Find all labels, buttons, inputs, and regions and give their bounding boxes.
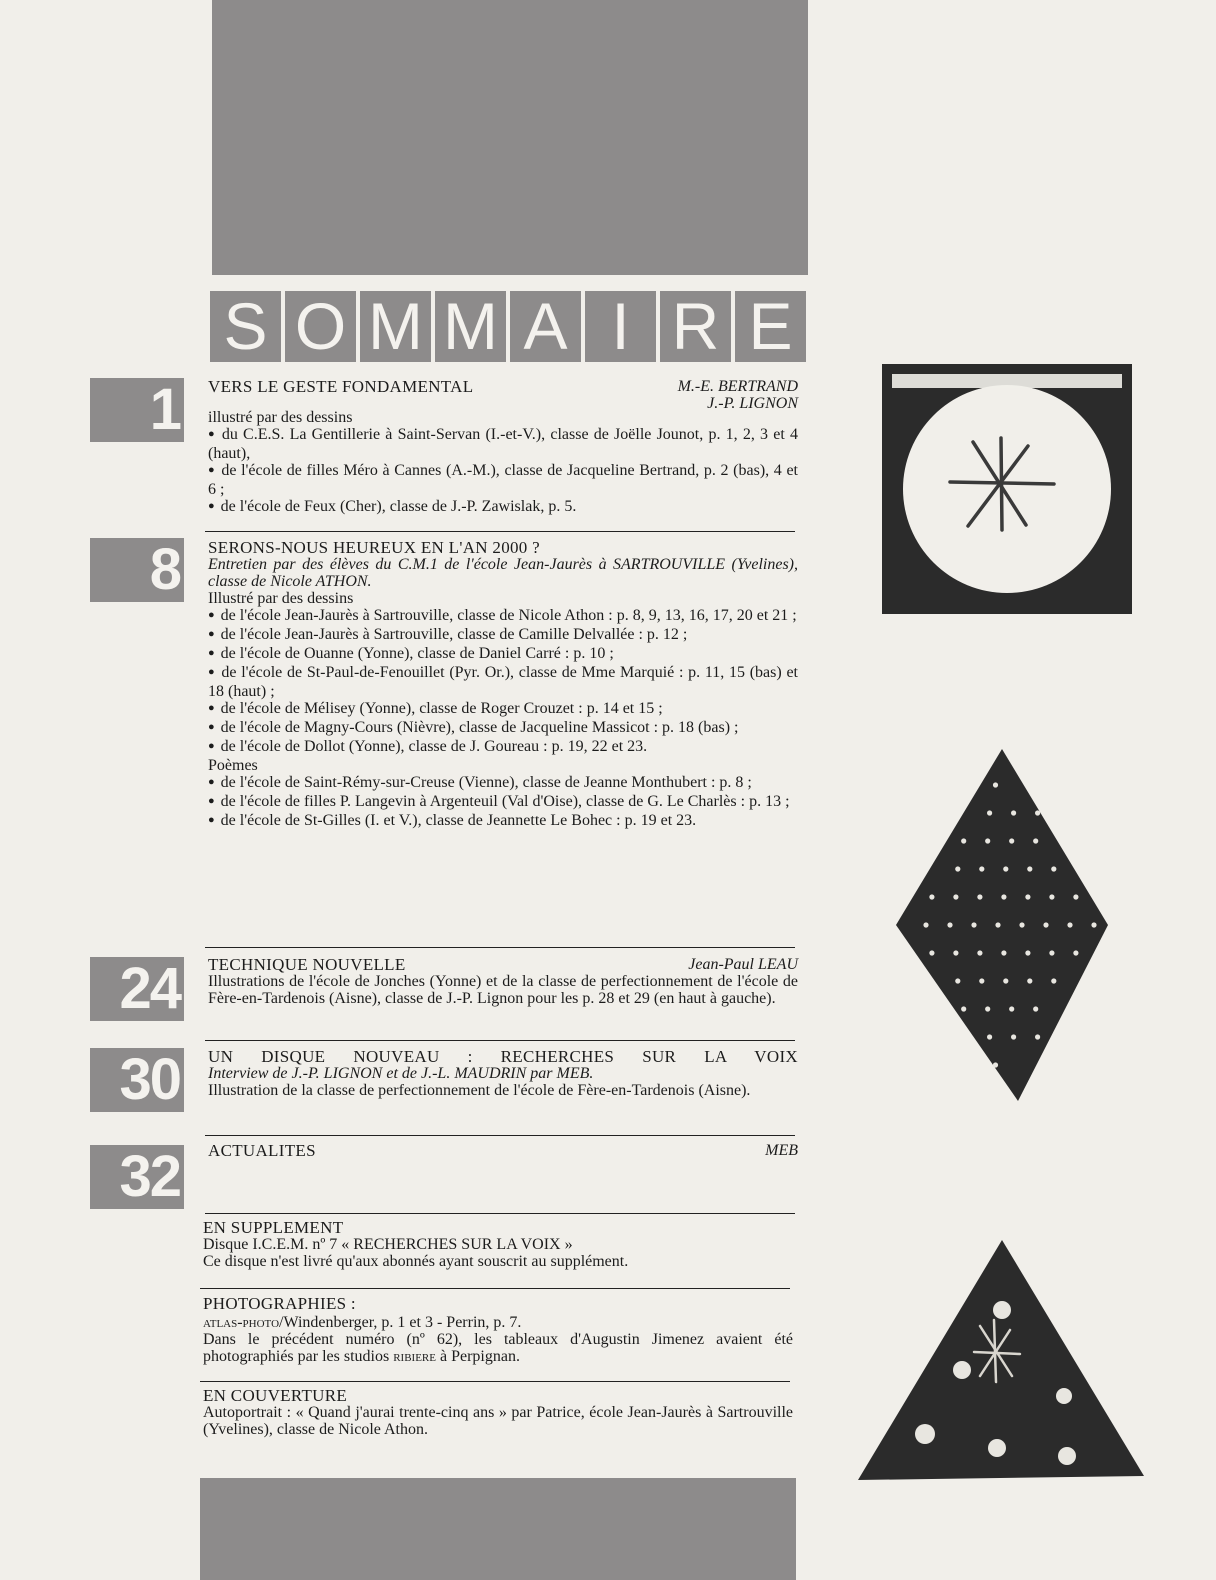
diamond-print [890, 745, 1140, 1105]
title-letter: I [585, 291, 656, 362]
bullet-icon [208, 719, 221, 736]
agency-name: atlas-photo [203, 1314, 280, 1331]
section-heading: TECHNIQUE NOUVELLE [208, 955, 406, 974]
title-letter: S [210, 291, 281, 362]
section-line: de l'école de Magny-Cours (Nièvre), classe de Jacqueline Massicot : p. 18 (bas) ; [220, 719, 739, 736]
section-line: de l'école de Saint-Rémy-sur-Creuse (Vienne), classe de Jeanne Monthubert : p. 8 ; [220, 774, 752, 791]
section-heading: EN SUPPLEMENT [203, 1218, 344, 1237]
supplement-line: Ce disque n'est livré qu'aux abonnés ayant souscrit au supplément. [203, 1253, 629, 1270]
title-letter: M [435, 291, 506, 362]
photos-line: à Perpignan. [439, 1348, 520, 1365]
section-heading: UN DISQUE NOUVEAU : RECHERCHES SUR LA VOIX [208, 1047, 798, 1066]
title-letter: R [660, 291, 731, 362]
section-line: Illustrations de l'école de Jonches (Yonne) et de la classe de perfectionnement de l'école de Fère-en-Tardenois (Aisne), classe de J.-P. Lignon pour les p. 28 et 29 (en haut à gauche). [208, 973, 798, 1007]
author: MEB [765, 1142, 798, 1159]
section-8 [208, 539, 798, 831]
section-line: de l'école de Mélisey (Yonne), classe de Roger Crouzet : p. 14 et 15 ; [220, 700, 663, 717]
bullet-icon [208, 498, 221, 515]
photos-line: /Windenberger, p. 1 et 3 - Perrin, p. 7. [279, 1314, 522, 1331]
supplement-line: Disque I.C.E.M. nº 7 « RECHERCHES SUR LA VOIX » [203, 1236, 573, 1253]
page-number-badge: 1 [90, 378, 184, 442]
bullet-icon [208, 738, 221, 755]
divider [205, 1213, 795, 1214]
title-letter: M [360, 291, 431, 362]
section-line: du C.E.S. La Gentillerie à Saint-Servan (I.-et-V.), classe de Joëlle Jounot, p. 1, 2, 3 et 4 (haut), [208, 426, 799, 462]
author: Jean-Paul LEAU [688, 956, 798, 973]
top-gray-block [212, 0, 808, 275]
divider [200, 1381, 790, 1382]
photos-line: Dans le précédent numéro (nº 62), les tableaux d'Augustin Jimenez avaient été photographiés par les studios [203, 1331, 793, 1365]
bottom-gray-block [200, 1478, 796, 1580]
divider [205, 1040, 795, 1041]
section-line: de l'école de St-Gilles (I. et V.), classe de Jeannette Le Bohec : p. 19 et 23. [220, 812, 697, 829]
section-subtitle: Interview de J.-P. LIGNON et de J.-L. MAUDRIN par MEB. [208, 1065, 594, 1082]
section-line: de l'école de Feux (Cher), classe de J.-P. Zawislak, p. 5. [220, 498, 577, 515]
section-line: illustré par des dessins [208, 409, 353, 426]
section-line: de l'école de filles Méro à Cannes (A.-M.), classe de Jacqueline Bertrand, p. 2 (bas), 4 et 6 ; [208, 462, 799, 498]
bullet-icon [208, 426, 222, 443]
bullet-icon [208, 812, 221, 829]
section-line: de l'école de St-Paul-de-Fenouillet (Pyr. Or.), classe de Mme Marquié : p. 11, 15 (bas) et 18 (haut) ; [208, 664, 798, 700]
author: M.-E. BERTRAND [677, 378, 798, 395]
section-heading: EN COUVERTURE [203, 1386, 348, 1405]
triangle-print [852, 1236, 1152, 1486]
section-line: de l'école Jean-Jaurès à Sartrouville, classe de Nicole Athon : p. 8, 9, 13, 16, 17, 20 et 21 ; [220, 607, 797, 624]
bullet-icon [208, 626, 221, 643]
section-1 [208, 378, 798, 517]
section-30 [208, 1048, 798, 1099]
photos-section [203, 1295, 793, 1365]
circle-star-print [878, 360, 1136, 618]
section-heading: SERONS-NOUS HEUREUX EN L'AN 2000 ? [208, 538, 541, 557]
bullet-icon [208, 793, 221, 810]
page-number-badge: 30 [90, 1048, 184, 1112]
title-letter: A [510, 291, 581, 362]
page-number-badge: 8 [90, 538, 184, 602]
section-subtitle: Entretien par des élèves du C.M.1 de l'école Jean-Jaurès à SARTROUVILLE (Yvelines), classe de Nicole ATHON. [208, 556, 798, 590]
bullet-icon [208, 700, 221, 717]
bullet-icon [208, 645, 221, 662]
divider [200, 1288, 790, 1289]
page-number-badge: 32 [90, 1145, 184, 1209]
cover-text: Autoportrait : « Quand j'aurai trente-cinq ans » par Patrice, école Jean-Jaurès à Sartrouville (Yvelines), classe de Nicole Athon. [203, 1404, 793, 1438]
section-line: Poèmes [208, 757, 258, 774]
divider [205, 531, 795, 532]
title-letter: E [735, 291, 806, 362]
section-line: de l'école de Ouanne (Yonne), classe de Daniel Carré : p. 10 ; [220, 645, 614, 662]
studio-name: ribiere [393, 1348, 436, 1365]
section-24 [208, 956, 798, 1007]
section-heading: PHOTOGRAPHIES : [203, 1294, 356, 1313]
bullet-icon [208, 462, 221, 479]
section-line: de l'école de filles P. Langevin à Argenteuil (Val d'Oise), classe de G. Le Charlès : p. 13 ; [220, 793, 790, 810]
section-heading: ACTUALITES [208, 1141, 316, 1160]
sommaire-title [210, 291, 806, 362]
section-heading: VERS LE GESTE FONDAMENTAL [208, 377, 474, 396]
title-letter: O [285, 291, 356, 362]
bullet-icon [208, 774, 221, 791]
page-number-badge: 24 [90, 957, 184, 1021]
supplement-section [203, 1219, 793, 1270]
divider [205, 1135, 795, 1136]
cover-section [203, 1387, 793, 1438]
section-line: de l'école Jean-Jaurès à Sartrouville, classe de Camille Delvallée : p. 12 ; [220, 626, 688, 643]
bullet-icon [208, 664, 221, 681]
divider [205, 947, 795, 948]
section-line: de l'école de Dollot (Yonne), classe de J. Goureau : p. 19, 22 et 23. [220, 738, 648, 755]
author: J.-P. LIGNON [707, 395, 798, 412]
bullet-icon [208, 607, 221, 624]
section-line: Illustré par des dessins [208, 590, 354, 607]
section-line: Illustration de la classe de perfectionnement de l'école de Fère-en-Tardenois (Aisne). [208, 1082, 751, 1099]
section-32 [208, 1142, 798, 1159]
